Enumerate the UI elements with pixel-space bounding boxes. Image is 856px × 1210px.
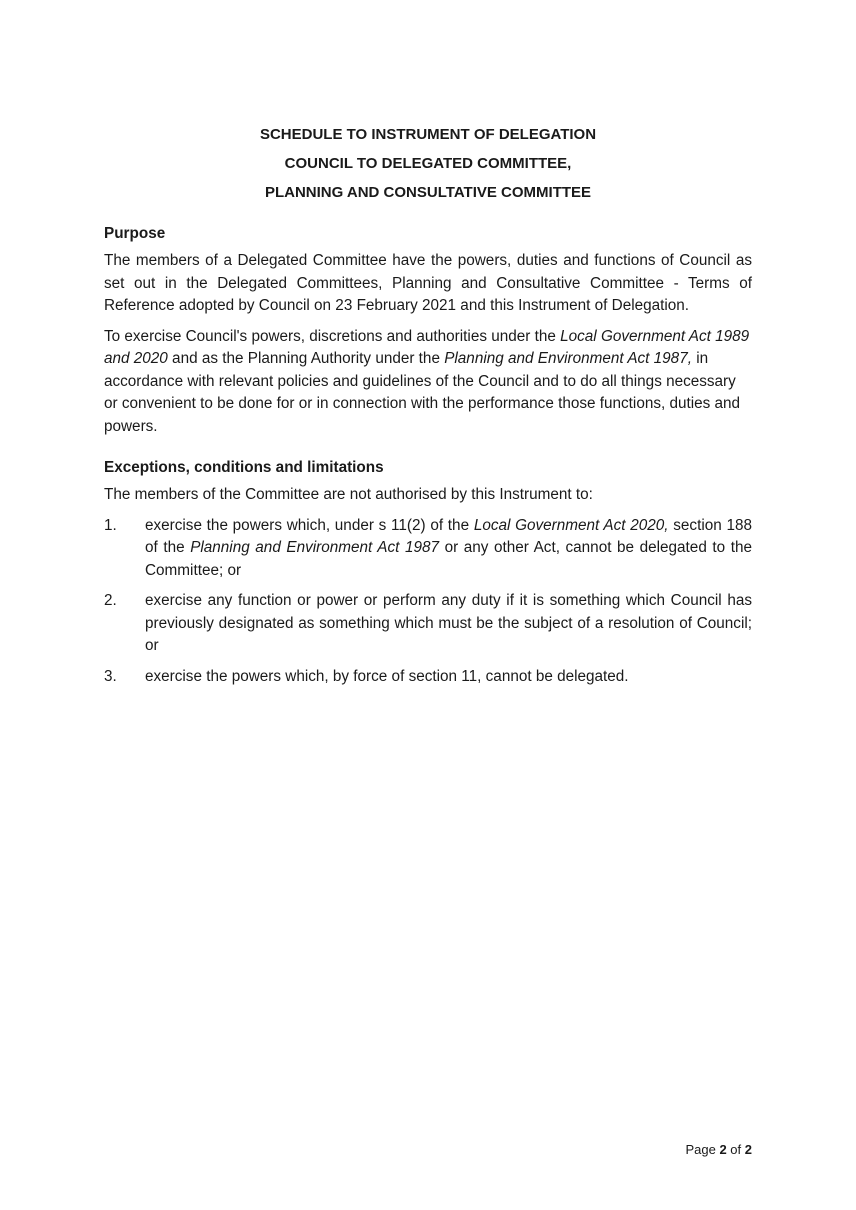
title-line-1: SCHEDULE TO INSTRUMENT OF DELEGATION [259,126,597,143]
document-body [104,222,752,696]
list-item-number: 1. [104,516,117,534]
page-number [685,1142,752,1157]
purpose-p2-text-3: in accordance with relevant policies and guidelines of the Council and to do all things necessary or convenient to be done for or in connection with the performance those functions, duties and powers. [104,350,741,435]
exceptions-section [104,456,752,688]
item-1-text-1: exercise the powers which, under s 11(2) of the [145,516,474,534]
list-item [104,515,752,583]
purpose-p2-italic-1: Local Government Act 1989 and 2020 [104,327,750,367]
of-word: of [730,1142,742,1157]
purpose-paragraph-2 [104,326,752,439]
list-item-number: 2. [104,592,117,609]
limitations-list [104,515,752,689]
purpose-p2-text-2: and as the Planning Authority under the [167,350,445,367]
purpose-p2-text-1: To exercise Council's powers, discretions and authorities under the [104,327,561,345]
exceptions-intro: The members of the Committee are not authorised by this Instrument to: [104,486,593,503]
purpose-heading: Purpose [104,225,166,242]
purpose-paragraph-1: The members of a Delegated Committee have the powers, duties and functions of Council as set out in the Delegated Committees, Planning and Consultative Committee - Terms of Reference adopted by Council on 23 February 2021 and this Instrument of Delegation. [104,252,752,314]
exceptions-heading: Exceptions, conditions and limitations [104,459,384,476]
item-1-italic-2: Planning and Environment Act 1987 [190,539,439,556]
list-item-number: 3. [104,667,117,685]
document-title [104,120,752,207]
title-line-2: COUNCIL TO DELEGATED COMMITTEE, [284,155,572,172]
item-3-text: exercise the powers which, by force of section 11, cannot be delegated. [145,667,629,685]
list-item [104,590,752,658]
section-spacer [104,446,752,456]
list-item [104,666,752,689]
page-word: Page [685,1142,716,1157]
item-1-italic-1: Local Government Act 2020, [473,516,669,534]
purpose-section [104,222,752,438]
page-current: 2 [719,1142,727,1157]
page-total: 2 [744,1142,752,1157]
title-line-3: PLANNING AND CONSULTATIVE COMMITTEE [264,184,592,201]
item-1-text-3: or any other Act, cannot be delegated to the Committee; or [145,539,752,579]
item-1-text-2: section 188 of the [145,516,752,556]
item-2-text: exercise any function or power or perform any duty if it is something which Council has previously designated as something which must be the subject of a resolution of Council; or [145,592,752,654]
purpose-p2-italic-2: Planning and Environment Act 1987, [444,350,692,367]
